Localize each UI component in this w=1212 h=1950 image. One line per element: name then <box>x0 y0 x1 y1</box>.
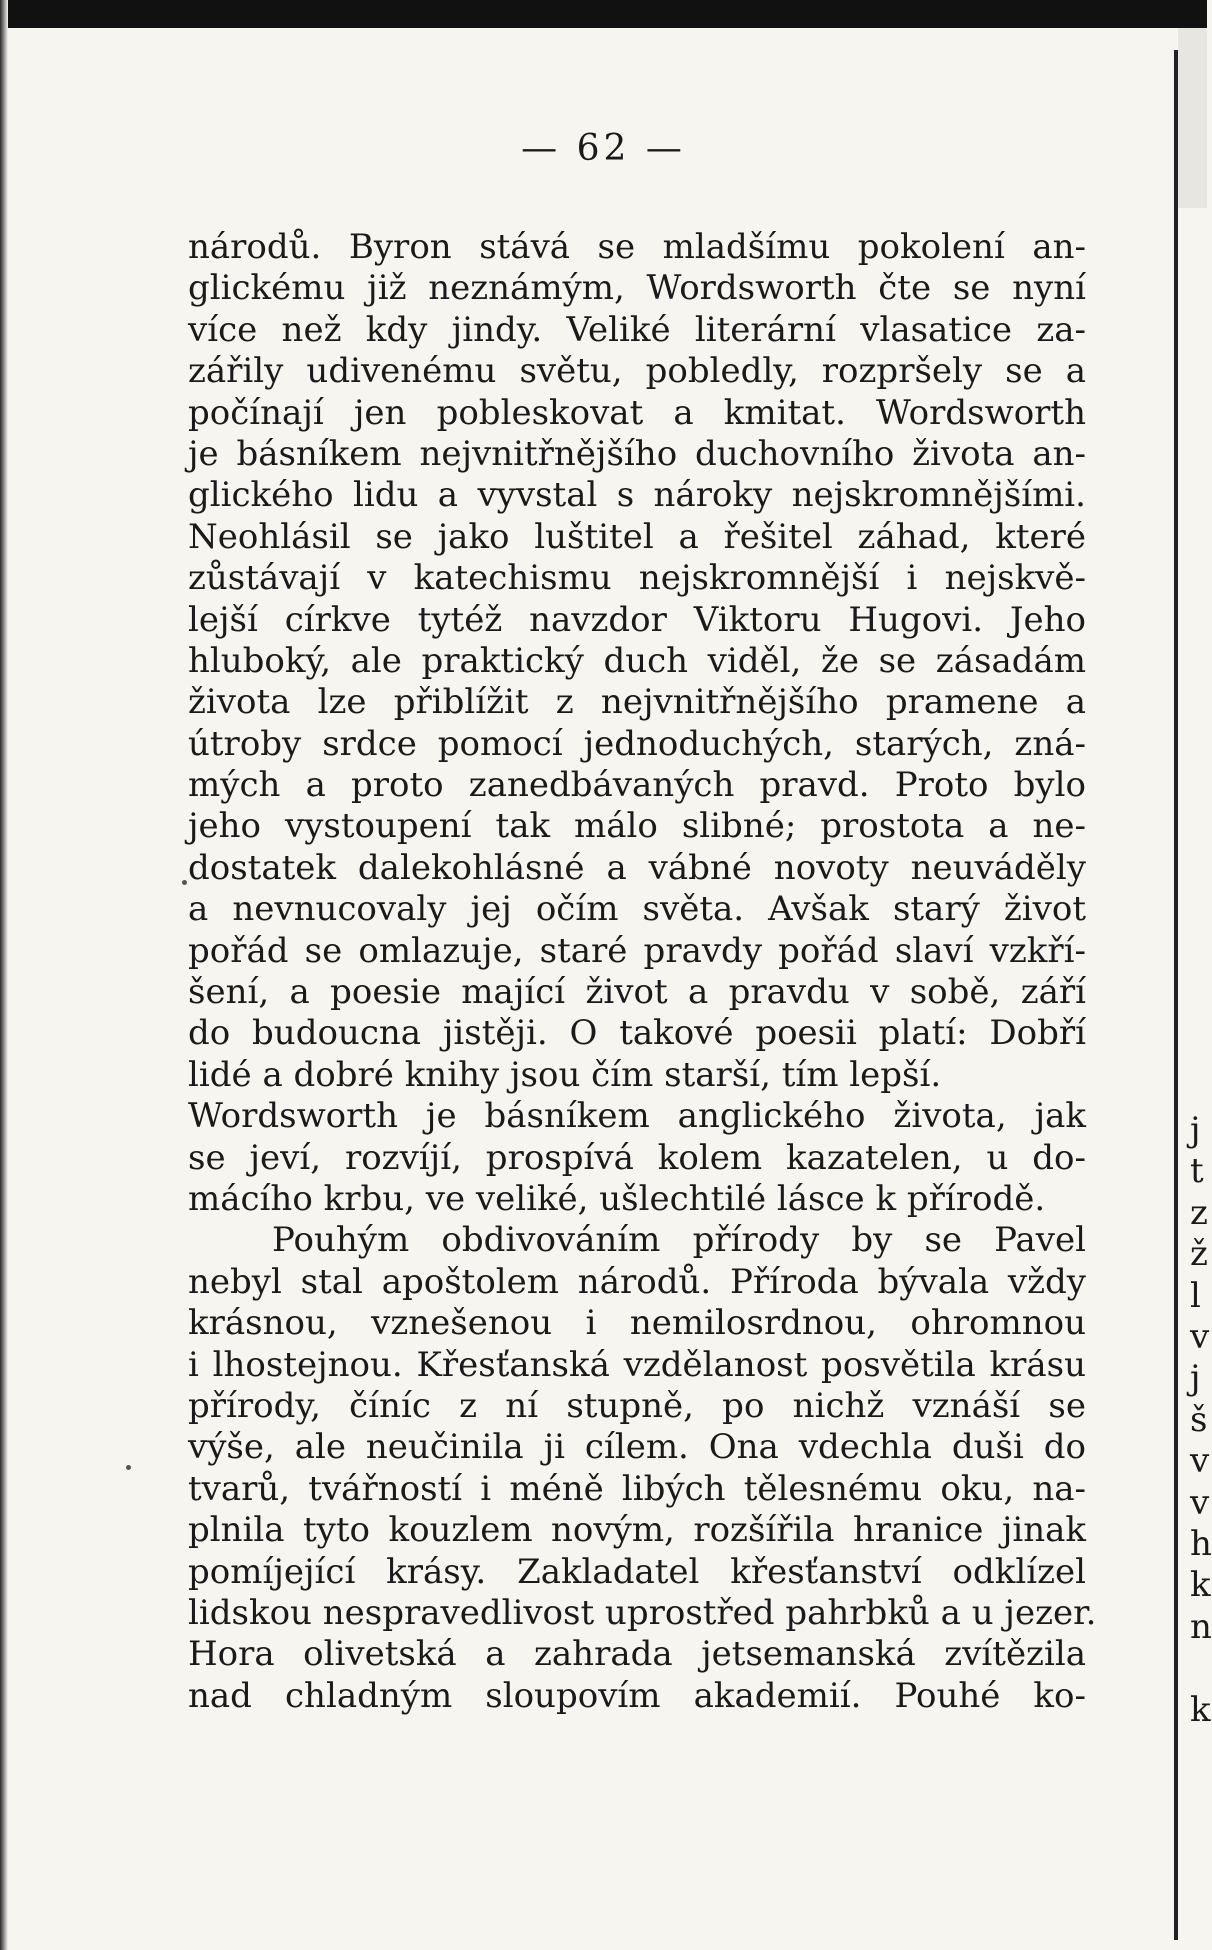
text-line: nebyl stal apoštolem národů. Příroda bývala vždy <box>188 1261 1086 1302</box>
next-page-edge <box>1178 28 1207 208</box>
text-line: krásnou, vznešenou i nemilosrdnou, ohromnou <box>188 1303 1086 1344</box>
text-line: více než kdy jindy. Veliké literární vlasatice za- <box>188 309 1086 350</box>
text-line: šení, a poesie mající život a pravdu v sobě, září <box>188 972 1086 1013</box>
text-line: glickému již neznámým, Wordsworth čte se nyní <box>188 268 1086 309</box>
text-line: mých a proto zanedbávaných pravd. Proto bylo <box>188 765 1086 806</box>
text-line: života lze přiblížit z nejvnitřnějšího pramene a <box>188 682 1086 723</box>
text-line: přírody, číníc z ní stupně, po nichž vznáší se <box>188 1385 1086 1426</box>
scan-speck <box>182 880 187 885</box>
fragment-letter: v <box>1190 1482 1210 1523</box>
text-line: se jeví, rozvíjí, prospívá kolem kazatelen, u do- <box>188 1137 1086 1178</box>
text-line: glického lidu a vyvstal s nároky nejskromnějšími. <box>188 475 1086 516</box>
page-body <box>188 227 1097 1717</box>
text-line: Hora olivetská a zahrada jetsemanská zvítězila <box>188 1634 1086 1675</box>
text-line: národů. Byron stává se mladšímu pokolení an- <box>188 227 1086 267</box>
text-line: je básníkem nejvnitřnějšího duchovního života an- <box>188 433 1086 474</box>
text-line: pomíjející krásy. Zakladatel křesťanství odklízel <box>188 1551 1086 1592</box>
text-line: Neohlásil se jako luštitel a řešitel záhad, které <box>188 516 1086 557</box>
paragraph-start-line: Pouhým obdivováním přírody by se Pavel <box>272 1220 1086 1261</box>
text-line: lidskou nespravedlivost uprostřed pahrbků a u jezer. <box>188 1592 1097 1633</box>
adjacent-page-fragment <box>1190 1110 1212 1648</box>
text-line: lidé a dobré knihy jsou čím starší, tím lepší. <box>188 1054 942 1095</box>
text-line: zářily udivenému světu, pobledly, rozpršely se a <box>188 351 1086 392</box>
text-line: mácího krbu, ve veliké, ušlechtilé lásce k přírodě. <box>188 1178 1046 1219</box>
text-line: tvarů, tvářností i méně libých tělesnému oku, na- <box>188 1468 1086 1509</box>
text-line: plnila tyto kouzlem novým, rozšířila hranice jinak <box>188 1510 1086 1551</box>
text-line: jeho vystoupení tak málo slibné; prostota a ne- <box>188 806 1086 847</box>
page-binding-edge <box>1174 50 1178 1940</box>
scan-speck <box>126 1465 131 1470</box>
text-line: i lhostejnou. Křesťanská vzdělanost posvětila krásu <box>188 1344 1086 1385</box>
fragment-letter: v <box>1190 1441 1210 1482</box>
fragment-letter: k <box>1190 1565 1211 1606</box>
fragment-letter: l <box>1190 1275 1201 1316</box>
text-line: a nevnucovaly jej očím světa. Avšak starý život <box>188 889 1086 930</box>
fragment-letter: v <box>1190 1316 1210 1357</box>
scan-border-top <box>0 0 1207 28</box>
text-line: do budoucna jistěji. O takové poesii platí: Dobří <box>188 1013 1086 1054</box>
fragment-letter: n <box>1190 1606 1212 1647</box>
text-line: hluboký, ale praktický duch viděl, že se zásadám <box>188 640 1086 681</box>
text-line: útroby srdce pomocí jednoduchých, starých, zná- <box>188 723 1086 764</box>
text-line: zůstávají v katechismu nejskromnější i nejskvě- <box>188 558 1086 599</box>
fragment-letter: j <box>1190 1110 1201 1150</box>
fragment-letter: ž <box>1190 1234 1208 1275</box>
text-line: Wordsworth je básníkem anglického života, jak <box>188 1096 1086 1137</box>
fragment-letter: j <box>1190 1358 1201 1399</box>
fragment-letter: h <box>1190 1523 1212 1564</box>
page-number: — 62 — <box>521 128 686 169</box>
text-line: pořád se omlazuje, staré pravdy pořád slaví vzkří- <box>188 930 1086 971</box>
fragment-letter: z <box>1190 1192 1208 1233</box>
text-line: dostatek dalekohlásné a vábné novoty neuváděly <box>188 847 1086 888</box>
text-line: výše, ale neučinila ji cílem. Ona vdechla duši do <box>188 1427 1086 1468</box>
text-line: nad chladným sloupovím akademií. Pouhé ko- <box>188 1675 1086 1716</box>
fragment-letter-bottom: k <box>1190 1690 1211 1730</box>
fragment-letter: š <box>1190 1399 1208 1440</box>
fragment-letter: t <box>1190 1151 1204 1192</box>
text-line: počínají jen pobleskovat a kmitat. Wordsworth <box>188 392 1086 433</box>
text-line: lejší církve tytéž navzdor Viktoru Hugovi. Jeho <box>188 599 1086 640</box>
scan-border-left <box>0 0 8 1950</box>
